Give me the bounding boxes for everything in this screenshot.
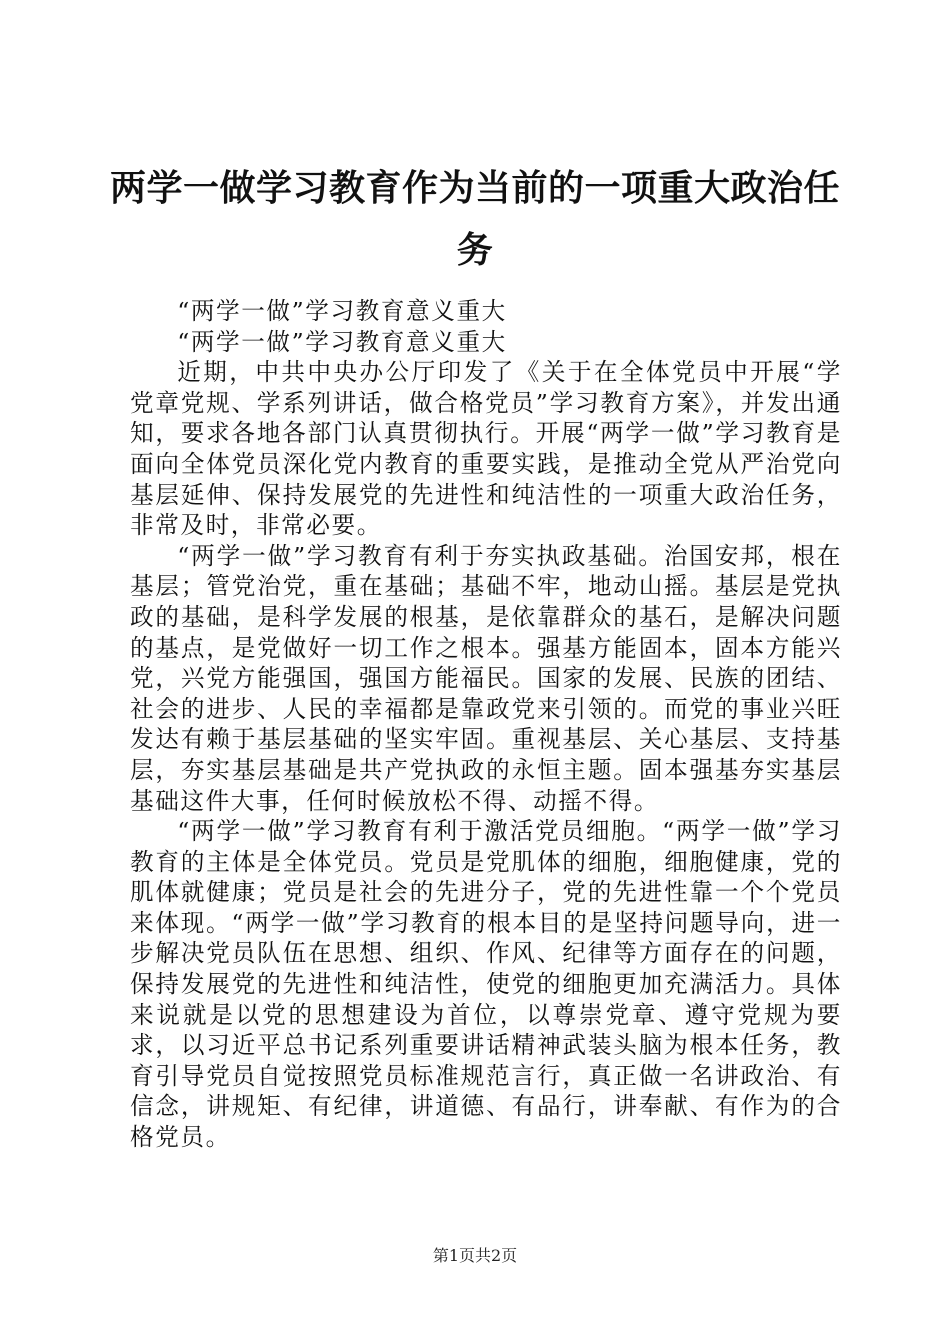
document-title-line-1: 两学一做学习教育作为当前的一项重大政治任	[110, 168, 841, 209]
page-number-current: 第1页	[432, 1246, 475, 1265]
page-footer	[0, 1243, 950, 1266]
document-body	[130, 296, 842, 1153]
subheading-paragraph: “两学一做”学习教育意义重大	[177, 297, 507, 325]
subheading-paragraph: “两学一做”学习教育意义重大	[177, 327, 507, 356]
page-number-total: 共2页	[475, 1246, 518, 1265]
document-title-line-2: 务	[456, 230, 494, 271]
body-paragraph: “两学一做”学习教育有利于夯实执政基础。治国安邦，根在基层；管党治党，重在基础；基础不牢，地动山摇。基层是党执政的基础，是科学发展的根基，是依靠群众的基石，是解决问题的基点，是党做好一切工作之根本。强基方能固本，固本方能兴党，兴党方能强国，强国方能福民。国家的发展、民族的团结、社会的进步、人民的幸福都是靠政党来引领的。而党的事业兴旺发达有赖于基层基础的坚实牢固。重视基层、关心基层、支持基层，夯实基层基础是共产党执政的永恒主题。固本强基夯实基层基础这件大事，任何时候放松不得、动摇不得。	[130, 541, 842, 815]
body-paragraph: “两学一做”学习教育有利于激活党员细胞。“两学一做”学习教育的主体是全体党员。党员是党肌体的细胞，细胞健康，党的肌体就健康；党员是社会的先进分子，党的先进性靠一个个党员来体现。“两学一做”学习教育的根本目的是坚持问题导向，进一步解决党员队伍在思想、组织、作风、纪律等方面存在的问题，保持发展党的先进性和纯洁性，使党的细胞更加充满活力。具体来说就是以党的思想建设为首位，以尊崇党章、遵守党规为要求，以习近平总书记系列重要讲话精神武装头脑为根本任务，教育引导党员自觉按照党员标准规范言行，真正做一名讲政治、有信念，讲规矩、有纪律，讲道德、有品行，讲奉献、有作为的合格党员。	[130, 817, 842, 1152]
body-paragraph: 近期，中共中央办公厅印发了《关于在全体党员中开展“学党章党规、学系列讲话，做合格党员”学习教育方案》，并发出通知，要求各地各部门认真贯彻执行。开展“两学一做”学习教育是面向全体党员深化党内教育的重要实践，是推动全党从严治党向基层延伸、保持发展党的先进性和纯洁性的一项重大政治任务，非常及时，非常必要。	[130, 358, 842, 540]
